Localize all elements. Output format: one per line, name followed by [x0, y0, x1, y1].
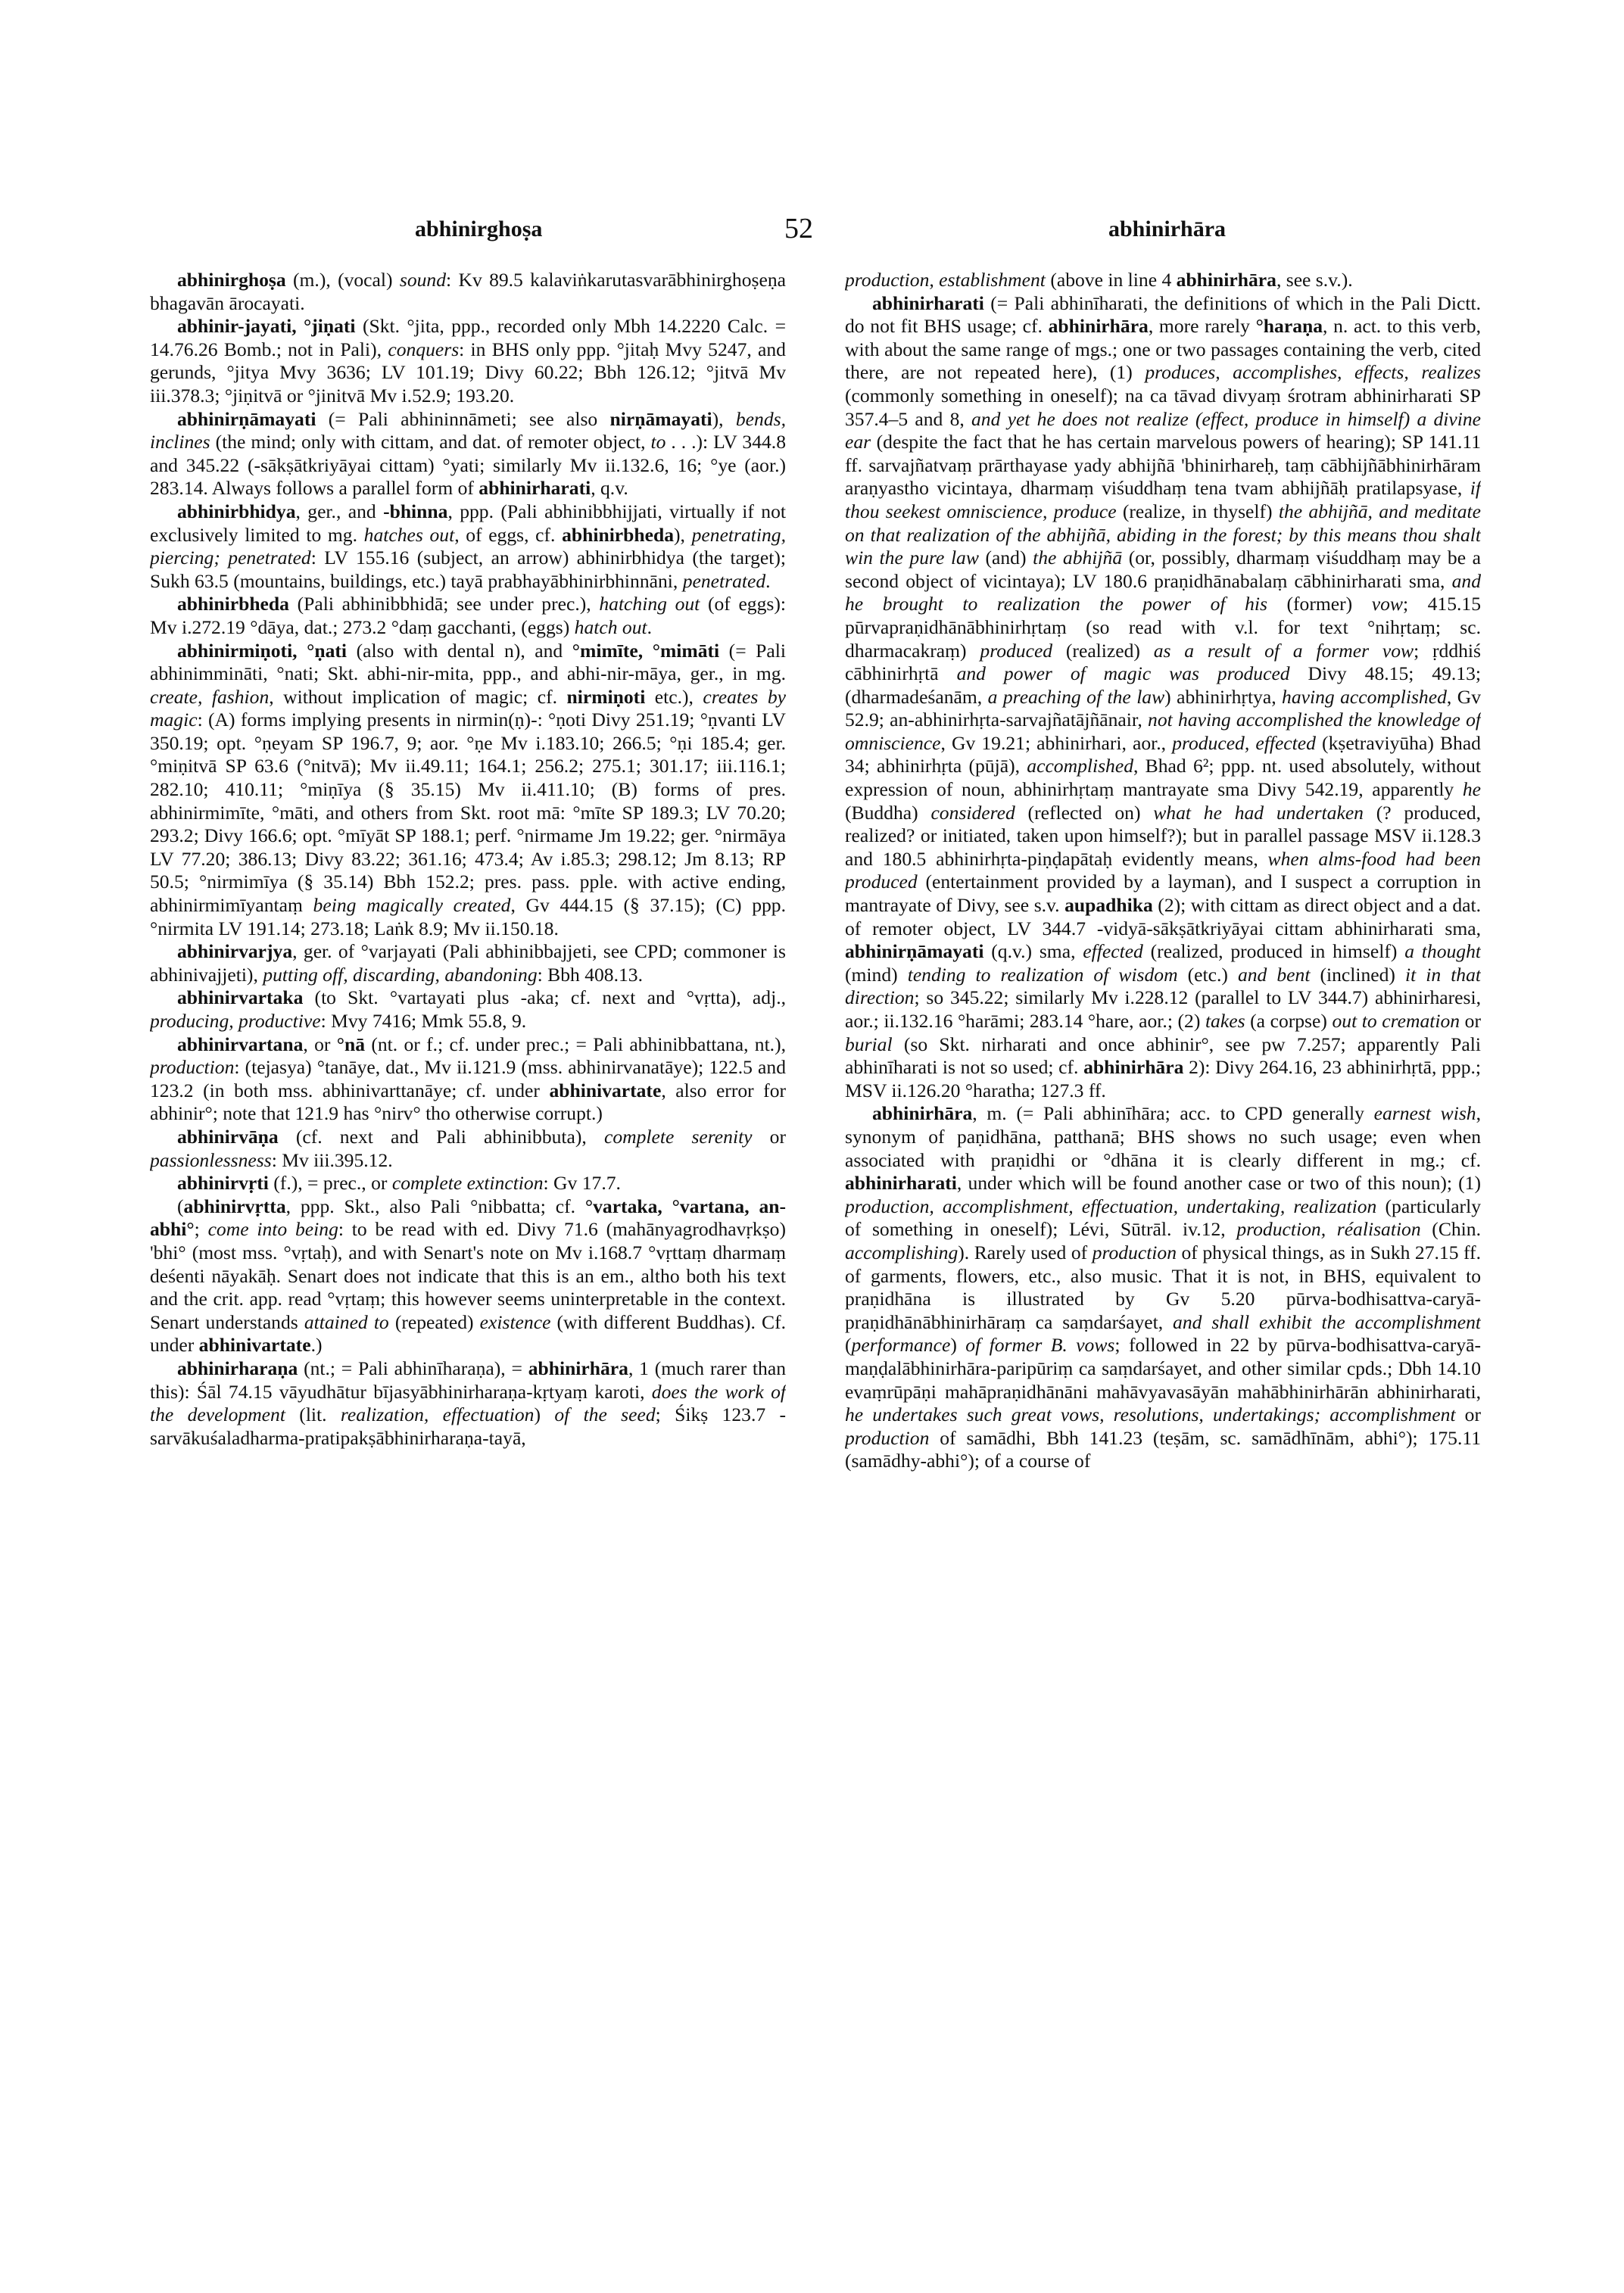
headword: abhinirbheda	[177, 593, 289, 615]
entry-text: : in BHS only ppp. °jitaḥ Mvy 5247, and gerunds, °jitya Mvy 3636; LV 101.19; Divy 60.22; Bbh 126.12; °jitvā Mv iii.378.3; °jiṇitvā or °jinitvā Mv i.52.9; 193.20.	[150, 338, 786, 407]
headword: abhinirbheda	[562, 523, 675, 546]
entry-text: , or	[303, 1033, 337, 1055]
left-running-headword: abhinirghoṣa	[415, 217, 543, 241]
entry-text: , synonym of paṇidhāna, patthanā; BHS shows no such usage; even when associated with praṇidhi or °dhāna it is clearly different in mg.; cf.	[845, 1102, 1481, 1171]
dictionary-entry	[845, 292, 1481, 1103]
entry-text: : Gv 17.7.	[543, 1172, 621, 1195]
entry-text: (nt. or f.; cf. under prec.; = Pali abhinibbattana, nt.),	[365, 1033, 786, 1055]
dictionary-entry	[150, 640, 786, 941]
entry-text: (2); with cittam as direct object and a dat. of remoter object, LV 344.7 -vidyā-sākṣātkriyāyai cittam abhinirharati sma,	[845, 894, 1481, 939]
entry-text: .)	[310, 1334, 323, 1357]
entry-text: (m.), (vocal)	[285, 269, 400, 291]
entry-text: (Pali abhinibbhidā; see under prec.),	[288, 593, 600, 615]
entry-text: (or, possibly, dharmaṃ viśuddhaṃ may be a second object of vicintaya); LV 180.6 praṇidhānabalaṃ cābhinirharati sma,	[845, 547, 1481, 592]
headword: nirṇāmayati	[609, 407, 712, 430]
entry-text: , under which will be found another case or two of this noun); (1)	[956, 1172, 1481, 1195]
entry-text: : Mv iii.395.12.	[271, 1148, 393, 1171]
entry-text: ; Śikṣ 123.7 -sarvākuśaladharma-pratipakṣābhinirharaṇa-tayā,	[150, 1404, 786, 1449]
gloss: does the work of the development	[150, 1380, 786, 1426]
gloss: takes	[1205, 1010, 1245, 1032]
entry-text: of samādhi, Bbh 141.23 (teṣām, sc. samādhīnām, abhi°); 175.11 (samādhy-abhi°); of a course of	[845, 1426, 1481, 1472]
entry-text: or	[1460, 1010, 1481, 1032]
gloss: production, accomplishment, effectuation, undertaking, realization	[845, 1195, 1377, 1217]
gloss: attained to	[304, 1310, 389, 1333]
gloss: penetrating, piercing; penetrated	[150, 523, 786, 569]
entry-text: , ppp. (Pali abhinibbhijjati, virtually if not exclusively limited to mg.	[150, 500, 786, 546]
entry-text: : Mvy 7416; Mmk 55.8, 9.	[320, 1010, 527, 1032]
headword: abhinirvartaka	[177, 986, 304, 1009]
entry-text: (with different Buddhas). Cf. under	[150, 1310, 786, 1357]
gloss: passionlessness	[150, 1148, 272, 1171]
headword: abhinirharati	[872, 291, 984, 314]
entry-text: (despite the fact that he has certain marvelous powers of hearing); SP 141.11 ff. sarvajñatvaṃ prārthayase yady abhijñā 'bhinirhareḥ, taṃ cābhijñābhinirhāram araṇyastho vicintaya, dharmaṃ viśuddhaṃ tena tvam abhijñāḥ pratilapsyase,	[845, 431, 1481, 500]
entry-text: (	[845, 1334, 852, 1357]
dictionary-entry	[150, 940, 786, 986]
headword: abhinirhāra	[1083, 1056, 1184, 1079]
gloss: and shall exhibit the accomplishment	[1173, 1310, 1481, 1333]
entry-text: , 1 (much rarer than this): Śāl 74.15 vāyudhātur bījasyābhinirharaṇa-kṛtyaṃ karoti,	[150, 1357, 786, 1403]
gloss: complete extinction	[391, 1172, 544, 1195]
entry-text: (Skt. °jita, ppp., recorded only Mbh 14.2220 Calc. = 14.76.26 Bomb.; not in Pali),	[150, 315, 786, 360]
entry-text: (commonly something in oneself); na ca tāvad divyaṃ śrotram abhinirharati SP 357.4–5 and 8,	[845, 384, 1481, 430]
entry-text: : (tejasya) °tanāye, dat., Mv ii.121.9 (mss. abhinirvanatāye); 122.5 and 123.2 (in both mss. abhinivarttanāye; cf. under	[150, 1056, 786, 1101]
dictionary-entry	[150, 500, 786, 593]
entry-text: (inclined)	[1310, 963, 1405, 986]
dictionary-entry	[150, 1172, 786, 1195]
entry-text: (Chin.	[1420, 1218, 1481, 1241]
gloss: it in that direction	[845, 963, 1481, 1009]
gloss: hatching out	[599, 593, 700, 615]
entry-text: (the mind; only with cittam, and dat. of remoter object,	[210, 431, 651, 453]
gloss: hatch out	[574, 615, 647, 638]
gloss: and he brought to realization the power of his	[845, 569, 1481, 615]
entry-text: , m. (= Pali abhinīhāra; acc. to CPD generally	[972, 1102, 1374, 1125]
entry-text: , see s.v.).	[1276, 269, 1353, 291]
gloss: penetrated	[682, 569, 766, 592]
gloss: he undertakes such great vows, resolutions, undertakings; accomplishment	[845, 1404, 1456, 1426]
entry-text: ;	[194, 1218, 208, 1241]
headword: abhinirṇāmayati	[177, 407, 316, 430]
entry-text: (f.), = prec., or	[268, 1172, 392, 1195]
headword: abhinirghoṣa	[177, 269, 286, 291]
gloss: earnest wish	[1373, 1102, 1476, 1125]
gloss: producing, productive	[150, 1010, 321, 1032]
entry-text: ),	[674, 523, 692, 546]
entry-text: (etc.)	[1177, 963, 1238, 986]
entry-text: , Gv 19.21; abhinirhari, aor.,	[940, 731, 1173, 754]
gloss: considered	[930, 801, 1015, 824]
dictionary-entry	[150, 593, 786, 639]
headword: -bhinna	[383, 500, 448, 522]
dictionary-entry	[150, 986, 786, 1033]
entry-text: , Gv 444.15 (§ 37.15); (C) ppp. °nirmita LV 191.14; 273.18; Laṅk 8.9; Mv ii.150.18.	[150, 894, 786, 939]
entry-text: (nt.; = Pali abhinīharaṇa), =	[298, 1357, 528, 1379]
headword: abhinirvṛti	[177, 1172, 269, 1195]
gloss: production	[1092, 1241, 1177, 1263]
entry-text: : (A) forms implying presents in nirmin(ṇ)-: °ṇoti Divy 251.19; °ṇvanti LV 350.19; opt. °ṇeyam SP 196.7, 9; aor. °ṇe Mv i.183.10; 266.5; °ṇi 185.4; ger. °miṇitvā SP 63.6 (°nitvā); Mv ii.49.11; 164.1; 256.2; 275.1; 301.17; iii.116.1; 282.10; 410.11; °miṇīya (§ 35.15) Mv ii.411.10; (B) forms of pres. abhinirmimīte, °māti, and others from Skt. root mā: °mīte SP 189.3; LV 70.20; 293.2; Divy 166.6; opt. °mīyāt SP 188.1; perf. °nirmame Jm 19.22; ger. °nirmāya LV 77.20; 386.13; Divy 83.22; 361.16; 473.4; Av i.85.3; 298.12; Jm 8.13; RP 50.5; °nirmimīya (§ 35.14) Bbh 152.2; pres. pass. pple. with active ending, abhinirmimīyantaṃ	[150, 709, 786, 917]
gloss: of the seed	[554, 1404, 656, 1426]
headword: abhinirhāra	[528, 1357, 628, 1379]
entry-text: , without implication of magic; cf.	[269, 685, 567, 708]
gloss: the abhijñā, and meditate on that realization of the abhijñā, abiding in the forest; by this means thou shalt win the pure law	[845, 500, 1481, 569]
gloss: produces, accomplishes, effects, realizes	[1145, 361, 1481, 384]
headword: °mimīte, °mimāti	[572, 639, 720, 662]
entry-text: 2): Divy 264.16, 23 abhinirhṛtā, ppp.; MSV ii.126.20 °haratha; 127.3 ff.	[845, 1056, 1481, 1101]
right-column	[845, 269, 1481, 2252]
gloss: of former B. vows	[965, 1334, 1115, 1357]
gloss: bends, inclines	[150, 407, 786, 453]
entry-text: (to Skt. °vartayati plus -aka; cf. next and °vṛtta), adj.,	[303, 986, 786, 1009]
page-header	[0, 213, 1624, 254]
entry-text: (realize, in thyself)	[1116, 500, 1279, 522]
entry-text: (particularly of something in oneself); Lévi, Sūtrāl. iv.12,	[845, 1195, 1481, 1241]
gloss: as a result of a former vow	[1153, 639, 1414, 662]
entry-text: (former)	[1267, 593, 1372, 615]
headword: abhinirharaṇa	[177, 1357, 298, 1379]
headword: abhinirhāra	[1048, 315, 1149, 338]
headword: abhinirbhidya	[177, 500, 296, 522]
entry-text: , ppp. Skt., also Pali °nibbatta; cf.	[285, 1195, 585, 1217]
entry-text: (of eggs): Mv i.272.19 °dāya, dat.; 273.2 °daṃ gacchanti, (eggs)	[150, 593, 786, 638]
gloss: production, réalisation	[1236, 1218, 1421, 1241]
gloss: creates by magic	[150, 685, 786, 731]
entry-text: of physical things, as in Sukh 27.15 ff. of garments, flowers, etc., also music. That it is not, in BHS, equivalent to praṇidhāna is illustrated by Gv 5.20 pūrva-bodhisattva-caryā-praṇidhānābhinirhāraṃ ca saṃdarśayet,	[845, 1241, 1481, 1333]
headword: aupadhika	[1064, 894, 1153, 917]
entry-text: (	[177, 1195, 184, 1217]
dictionary-entry	[150, 408, 786, 500]
entry-text: )	[950, 1334, 966, 1357]
left-column	[150, 269, 786, 2252]
entry-text: , q.v.	[591, 477, 628, 500]
headword: °haraṇa	[1255, 315, 1323, 338]
entry-text: (kṣetraviyūha) Bhad 34; abhinirhṛta (pūjā),	[845, 731, 1481, 777]
headword: abhinirṇāmayati	[845, 940, 984, 963]
dictionary-entry	[845, 269, 1481, 292]
entry-text: (realized)	[1052, 639, 1154, 662]
entry-text: .	[647, 615, 653, 638]
entry-text: (= Pali abhinīharati, the definitions of which in the Pali Dictt. do not fit BHS usage; cf.	[845, 291, 1481, 338]
entry-text: (realized, produced in himself)	[1142, 940, 1405, 963]
gloss: if thou seekest omniscience, produce	[845, 477, 1481, 522]
gloss: and yet he does not realize (effect, produce in himself) a divine ear	[845, 407, 1481, 453]
entry-text: ; so 345.22; similarly Mv i.228.12 (parallel to LV 344.7) abhinirharesi, aor.; ii.132.16 °harāmi; 283.14 °hare, aor.; (2)	[845, 986, 1481, 1032]
entry-text: , more rarely	[1148, 315, 1256, 338]
gloss: vow	[1371, 593, 1403, 615]
gloss: hatches out	[363, 523, 455, 546]
gloss: produced, effected	[1172, 731, 1316, 754]
entry-text: , n. act. to this verb, with about the same range of mgs.; one or two passages containing the verb, cited there, are not repeated here), (1)	[845, 315, 1481, 384]
entry-text: , Bhad 6²; ppp. nt. used absolutely, without expression of noun, abhinirhṛtaṃ mantrayate sma Divy 542.19, apparently	[845, 755, 1481, 801]
gloss: realization, effectuation	[340, 1404, 535, 1426]
dictionary-entry	[150, 269, 786, 315]
entry-text: ). Rarely used of	[958, 1241, 1093, 1263]
dictionary-entry	[150, 1195, 786, 1357]
dictionary-entry	[845, 1102, 1481, 1473]
entry-text: ; ṛddhiś cābhinirhṛtā	[845, 639, 1481, 685]
headword: °vartaka, °vartana, an-abhi°	[150, 1195, 786, 1241]
gloss: to	[650, 431, 666, 453]
headword: °nā	[336, 1033, 366, 1055]
entry-text: Divy 48.15; 49.13; (dharmadeśanām,	[845, 662, 1481, 708]
gloss: accomplished	[1027, 755, 1134, 777]
entry-text: ; 415.15 pūrvapraṇidhānābhinirhṛtaṃ (so read with v.l. for text °nihṛtaṃ; sc. dharmacakraṃ)	[845, 593, 1481, 662]
entry-text: etc.),	[645, 685, 703, 708]
entry-text: : Kv 89.5 kalaviṅkarutasvarābhinirghoṣeṇa bhagavān ārocayati.	[150, 269, 786, 314]
gloss: burial	[845, 1033, 893, 1055]
entry-text: , Gv 52.9; an-abhinirhṛta-sarvajñatājñānair,	[845, 685, 1481, 731]
entry-text: (above in line 4	[1045, 269, 1177, 291]
entry-text: (and)	[978, 547, 1033, 569]
headword: abhinivartate	[198, 1334, 311, 1357]
entry-text: : Bbh 408.13.	[537, 963, 643, 986]
entry-text: , ger., and	[295, 500, 384, 522]
entry-text: , ger. of °varjayati (Pali abhinibbajjeti, see CPD; commoner is abhinivajjeti),	[150, 940, 786, 986]
entry-text: (a corpse)	[1245, 1010, 1333, 1032]
headword: abhinivartate	[549, 1079, 662, 1101]
headword: abhinirharati	[845, 1172, 957, 1195]
gloss: putting off, discarding, abandoning	[263, 963, 538, 986]
dictionary-entry	[150, 1357, 786, 1450]
headword: abhinirvṛtta	[183, 1195, 286, 1217]
dictionary-entry	[150, 1126, 786, 1172]
entry-text: , also error for abhinir°; note that 121.9 has °nirv° tho otherwise corrupt.)	[150, 1079, 786, 1125]
gloss: produced	[980, 639, 1053, 662]
entry-text: ),	[712, 407, 736, 430]
headword: abhinirhāra	[1176, 269, 1276, 291]
entry-text: (cf. next and Pali abhinibbuta),	[278, 1125, 604, 1148]
gloss: a thought	[1404, 940, 1481, 963]
gloss: effected	[1083, 940, 1143, 963]
entry-text: (so Skt. nirharati and once abhinir°, see pw 7.257; apparently Pali abhinīharati is not so used; cf.	[845, 1033, 1481, 1079]
entry-text: ) abhinirhṛtya,	[1164, 685, 1283, 708]
gloss: sound	[399, 269, 447, 291]
headword: abhinirharati	[478, 477, 591, 500]
gloss: complete serenity	[603, 1125, 753, 1148]
entry-text: : LV 155.16 (subject, an arrow) abhinirbhidya (the target); Sukh 63.5 (mountains, buildings, etc.) tayā prabhayābhinirbhinnāni,	[150, 547, 786, 592]
entry-text: or	[1455, 1404, 1481, 1426]
gloss: when alms-food had been produced	[845, 847, 1481, 893]
dictionary-entry	[150, 1033, 786, 1126]
gloss: he	[1462, 778, 1481, 801]
entry-text: . . .): LV 344.8 and 345.22 (-sākṣātkriyāyai cittam) °yati; similarly Mv ii.132.6, 16; °ye (aor.) 283.14. Always follows a parallel form of	[150, 431, 786, 500]
gloss: production, establishment	[845, 269, 1046, 291]
gloss: what he had undertaken	[1153, 801, 1364, 824]
entry-text: ; followed in 22 by pūrva-bodhisattva-caryā-maṇḍalābhinirhāra-paripūriṃ ca saṃdarśayet, and other similar cpds.; Dbh 14.10 evaṃrūpāṇi mahāpraṇidhānāni mahāvyavasāyān mahābhinirhārān abhinirharati,	[845, 1334, 1481, 1403]
entry-text: (entertainment provided by a layman), and I suspect a corruption in mantrayate of Divy, see s.v.	[845, 871, 1481, 917]
gloss: tending to realization of wisdom	[907, 963, 1178, 986]
entry-text: (also with dental n), and	[347, 639, 572, 662]
headword: abhinirvarjya	[177, 940, 293, 963]
gloss: existence	[479, 1310, 551, 1333]
gloss: and power of magic was produced	[956, 662, 1290, 685]
gloss: out to cremation	[1332, 1010, 1460, 1032]
headword: abhinirmiṇoti, °ṇati	[177, 639, 348, 662]
gloss: the abhijñā	[1033, 547, 1123, 569]
entry-text: (= Pali abhinimmināti, °nati; Skt. abhi-nir-mita, ppp., and abhi-nir-māya, ger., in mg.	[150, 639, 786, 685]
entry-text: (reflected on)	[1015, 801, 1154, 824]
entry-text: (= Pali abhininnāmeti; see also	[316, 407, 610, 430]
gloss: and bent	[1237, 963, 1311, 986]
gloss: having accomplished	[1282, 685, 1447, 708]
gloss: conquers	[388, 338, 460, 360]
headword: nirmiṇoti	[566, 685, 646, 708]
entry-text: (q.v.) sma,	[983, 940, 1083, 963]
gloss: come into being	[207, 1218, 338, 1241]
page-number: 52	[784, 213, 813, 245]
gloss: production	[845, 1426, 930, 1449]
entry-text: )	[534, 1404, 555, 1426]
gloss: being magically created	[313, 894, 511, 917]
entry-text: (repeated)	[388, 1310, 480, 1333]
entry-text: (? produced, realized? or initiated, taken upon himself?); but in parallel passage MSV ii.128.3 and 180.5 abhinirhṛta-piṇḍapātaḥ evidently means,	[845, 801, 1481, 870]
headword: abhinir-jayati, °jiṇati	[177, 315, 356, 338]
entry-text: , of eggs, cf.	[454, 523, 563, 546]
entry-text: : to be read with ed. Divy 71.6 (mahānyagrodhavṛkṣo) 'bhi° (most mss. °vṛtaḥ), and with Senart's note on Mv i.168.7 °vṛttaṃ dharmaṃ deśenti nāyakāḥ. Senart does not indicate that this is an em., altho both his text and the crit. app. read °vṛtaṃ; this however seems uninterpretable in the context. Senart understands	[150, 1218, 786, 1333]
gloss: a preaching of the law	[987, 685, 1165, 708]
headword: abhinirvāṇa	[177, 1125, 279, 1148]
gloss: create, fashion	[150, 685, 270, 708]
entry-text: (mind)	[845, 963, 908, 986]
dictionary-entry	[150, 315, 786, 407]
entry-text: or	[752, 1125, 786, 1148]
gloss: not having accomplished the knowledge of omniscience	[845, 709, 1481, 754]
right-running-headword: abhinirhāra	[1108, 217, 1227, 241]
headword: abhinirvartana	[177, 1033, 304, 1055]
gloss: production	[150, 1056, 235, 1079]
headword: abhinirhāra	[872, 1102, 973, 1125]
entry-text: (Buddha)	[845, 801, 931, 824]
entry-text: (lit.	[285, 1404, 341, 1426]
gloss: accomplishing	[845, 1241, 959, 1263]
gloss: performance	[851, 1334, 951, 1357]
entry-text: .	[765, 569, 771, 592]
